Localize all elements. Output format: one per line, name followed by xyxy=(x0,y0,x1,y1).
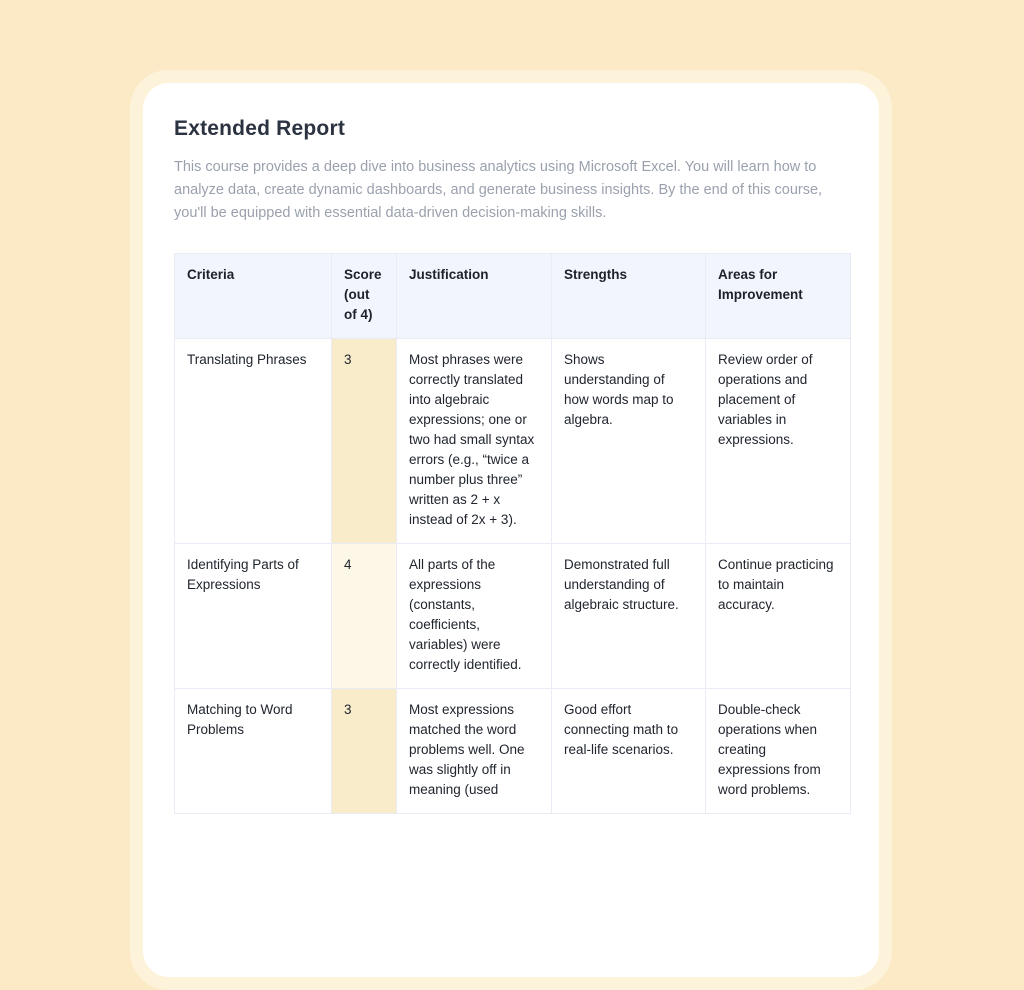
strengths-cell: Good effort connecting math to real-life scenarios. xyxy=(552,689,706,814)
score-cell: 4 xyxy=(332,544,397,689)
justification-cell: Most phrases were correctly translated into algebraic expressions; one or two had small syntax errors (e.g., “twice a number plus three” written as 2 + x instead of 2x + 3). xyxy=(397,339,552,544)
justification-cell: Most expressions matched the word problems well. One was slightly off in meaning (used xyxy=(397,689,552,814)
column-header-justification: Justification xyxy=(397,254,552,339)
table-row xyxy=(175,544,851,689)
column-header-strengths: Strengths xyxy=(552,254,706,339)
strengths-cell: Shows understanding of how words map to algebra. xyxy=(552,339,706,544)
course-description: This course provides a deep dive into business analytics using Microsoft Excel. You will learn how to analyze data, create dynamic dashboards, and generate business insights. By the end of this course, you'll be equipped with essential data-driven decision-making skills. xyxy=(174,159,823,221)
column-header-criteria: Criteria xyxy=(175,254,332,339)
areas-for-improvement-cell: Double-check operations when creating expressions from word problems. xyxy=(706,689,851,814)
table-row xyxy=(175,689,851,814)
strengths-cell: Demonstrated full understanding of algebraic structure. xyxy=(552,544,706,689)
rubric-table xyxy=(174,253,851,814)
criteria-cell: Translating Phrases xyxy=(175,339,332,544)
column-header-score: Score (out of 4) xyxy=(332,254,397,339)
table-row xyxy=(175,339,851,544)
page-title: Extended Report xyxy=(174,117,346,140)
table-header-row xyxy=(175,254,851,339)
areas-for-improvement-cell: Continue practicing to maintain accuracy. xyxy=(706,544,851,689)
areas-for-improvement-cell: Review order of operations and placement of variables in expressions. xyxy=(706,339,851,544)
column-header-areas-for-improvement: Areas for Improvement xyxy=(706,254,851,339)
score-cell: 3 xyxy=(332,689,397,814)
report-card-halo xyxy=(130,70,892,990)
score-cell: 3 xyxy=(332,339,397,544)
justification-cell: All parts of the expressions (constants, coefficients, variables) were correctly identified. xyxy=(397,544,552,689)
report-card xyxy=(143,83,879,977)
criteria-cell: Matching to Word Problems xyxy=(175,689,332,814)
criteria-cell: Identifying Parts of Expressions xyxy=(175,544,332,689)
